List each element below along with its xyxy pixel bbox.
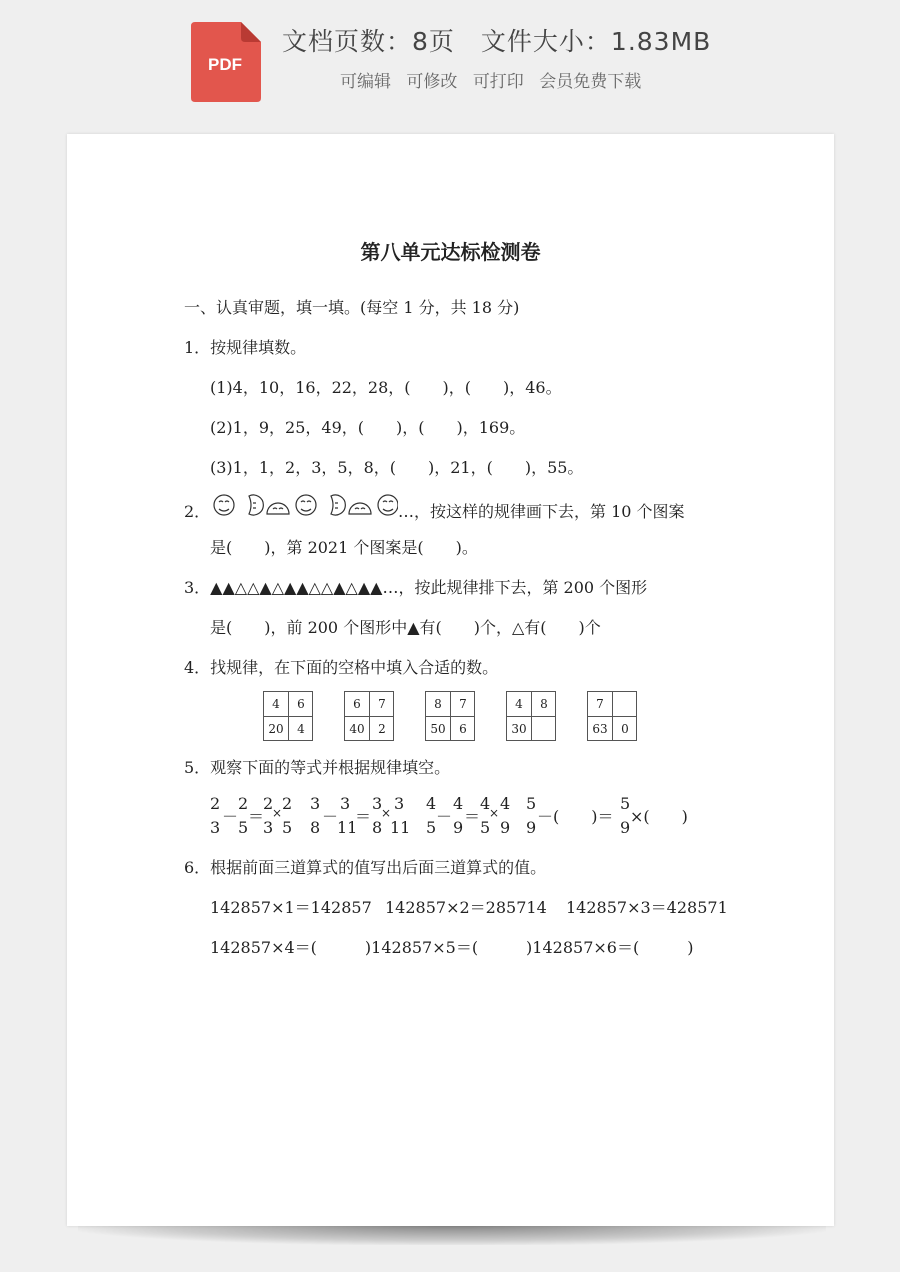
- grid-cell: 63: [592, 722, 608, 736]
- document-page: [67, 134, 834, 1226]
- denominator: 5: [480, 818, 491, 837]
- grid-cell: 7: [378, 697, 386, 711]
- question-6: 6．根据前面三道算式的值写出后面三道算式的值。: [184, 858, 547, 877]
- feature-modifiable: 可修改: [406, 72, 458, 92]
- number-grid: [344, 691, 394, 741]
- grid-cell: 6: [459, 722, 467, 736]
- numerator: 4: [426, 794, 437, 813]
- download-header: [0, 0, 900, 120]
- equals-sign: ＝: [464, 807, 481, 826]
- grid-cell: 4: [272, 697, 280, 711]
- grid-cell: [613, 692, 637, 716]
- grid-cell: 8: [434, 697, 442, 711]
- feature-printable: 可打印: [472, 72, 524, 92]
- numerator: 3: [340, 794, 351, 813]
- grid-cell: [532, 717, 556, 741]
- grid-cell: 20: [268, 722, 284, 736]
- grid-cell: 4: [515, 697, 523, 711]
- grid-cell: 8: [540, 697, 548, 711]
- fraction-equations: [210, 794, 710, 844]
- minus-sign: －: [222, 807, 239, 826]
- face-pattern-icon: [213, 494, 398, 520]
- times-sign: ×: [381, 806, 392, 820]
- denominator: 9: [453, 818, 464, 837]
- minus-sign: －: [322, 807, 339, 826]
- grid-cell: 6: [353, 697, 361, 711]
- feature-editable: 可编辑: [340, 72, 391, 92]
- denominator: 3: [210, 818, 221, 837]
- number-grids: [263, 691, 643, 743]
- question-2-number: 2．: [184, 502, 211, 521]
- numerator: 5: [620, 794, 631, 813]
- pdf-file-icon: [191, 22, 261, 102]
- equation: 142857×2＝285714: [385, 898, 547, 917]
- question-1-part-2: (2)1，9，25，49，( )，( )，169。: [210, 418, 526, 437]
- denominator: 5: [282, 818, 293, 837]
- numerator: 5: [526, 794, 537, 813]
- denominator: 5: [238, 818, 249, 837]
- denominator: 9: [526, 818, 537, 837]
- equals-sign: ＝: [248, 807, 265, 826]
- numerator: 2: [282, 794, 293, 813]
- number-grid: [263, 691, 313, 741]
- grid-cell: 40: [349, 722, 365, 736]
- numerator: 4: [500, 794, 511, 813]
- grid-cell: 4: [297, 722, 305, 736]
- numerator: 2: [210, 794, 221, 813]
- numerator: 4: [480, 794, 491, 813]
- denominator: 9: [620, 818, 631, 837]
- denominator: 11: [337, 818, 358, 837]
- section-heading: 一、认真审题，填一填。(每空 1 分，共 18 分): [184, 298, 520, 317]
- equals-sign: ＝: [355, 807, 372, 826]
- denominator: 3: [263, 818, 274, 837]
- number-grid: [425, 691, 475, 741]
- denominator: 8: [372, 818, 383, 837]
- equation-blanks: 142857×4＝( )142857×5＝( )142857×6＝( ): [210, 938, 694, 957]
- times-sign: ×: [272, 806, 283, 820]
- feature-list: [340, 67, 651, 92]
- question-3: 3．▲▲△△▲△▲▲△△▲△▲▲…，按此规律排下去，第 200 个图形: [184, 578, 648, 597]
- numerator: 3: [310, 794, 321, 813]
- numerator: 2: [263, 794, 274, 813]
- question-5: 5．观察下面的等式并根据规律填空。: [184, 758, 451, 777]
- document-title: 第八单元达标检测卷: [360, 240, 541, 264]
- feature-free-download: 会员免费下载: [539, 72, 642, 92]
- file-info-title: 文档页数：8页 文件大小：1.83MB: [282, 27, 712, 56]
- question-1-part-3: (3)1，1，2，3，5，8，( )，21，( )，55。: [210, 458, 584, 477]
- blank-expression: －( )＝: [537, 807, 614, 826]
- grid-cell: 2: [378, 722, 386, 736]
- equation: 142857×3＝428571: [566, 898, 728, 917]
- question-1-part-1: (1)4，10，16，22，28，( )，( )，46。: [210, 378, 562, 397]
- grid-cell: 6: [297, 697, 305, 711]
- denominator: 8: [310, 818, 321, 837]
- blank-expression: ×( ): [630, 807, 688, 826]
- minus-sign: －: [436, 807, 453, 826]
- times-sign: ×: [489, 806, 500, 820]
- grid-cell: 7: [596, 697, 604, 711]
- question-4: 4．找规律，在下面的空格中填入合适的数。: [184, 658, 499, 677]
- equation: 142857×1＝142857: [210, 898, 372, 917]
- grid-cell: 0: [621, 722, 629, 736]
- question-3-line-2: 是( )，前 200 个图形中▲有( )个，△有( )个: [210, 618, 601, 637]
- numerator: 4: [453, 794, 464, 813]
- numerator: 3: [372, 794, 383, 813]
- grid-cell: 7: [459, 697, 467, 711]
- denominator: 9: [500, 818, 511, 837]
- denominator: 11: [390, 818, 411, 837]
- question-2-text: …，按这样的规律画下去，第 10 个图案: [398, 502, 685, 521]
- question-1: 1．按规律填数。: [184, 338, 307, 357]
- number-grid: [506, 691, 556, 741]
- denominator: 5: [426, 818, 437, 837]
- pdf-icon-label: PDF: [208, 55, 242, 74]
- grid-cell: 50: [430, 722, 446, 736]
- numerator: 2: [238, 794, 249, 813]
- numerator: 3: [394, 794, 405, 813]
- grid-cell: 30: [511, 722, 527, 736]
- number-grid: [587, 691, 637, 741]
- question-2-line-2: 是( )，第 2021 个图案是( )。: [210, 538, 478, 557]
